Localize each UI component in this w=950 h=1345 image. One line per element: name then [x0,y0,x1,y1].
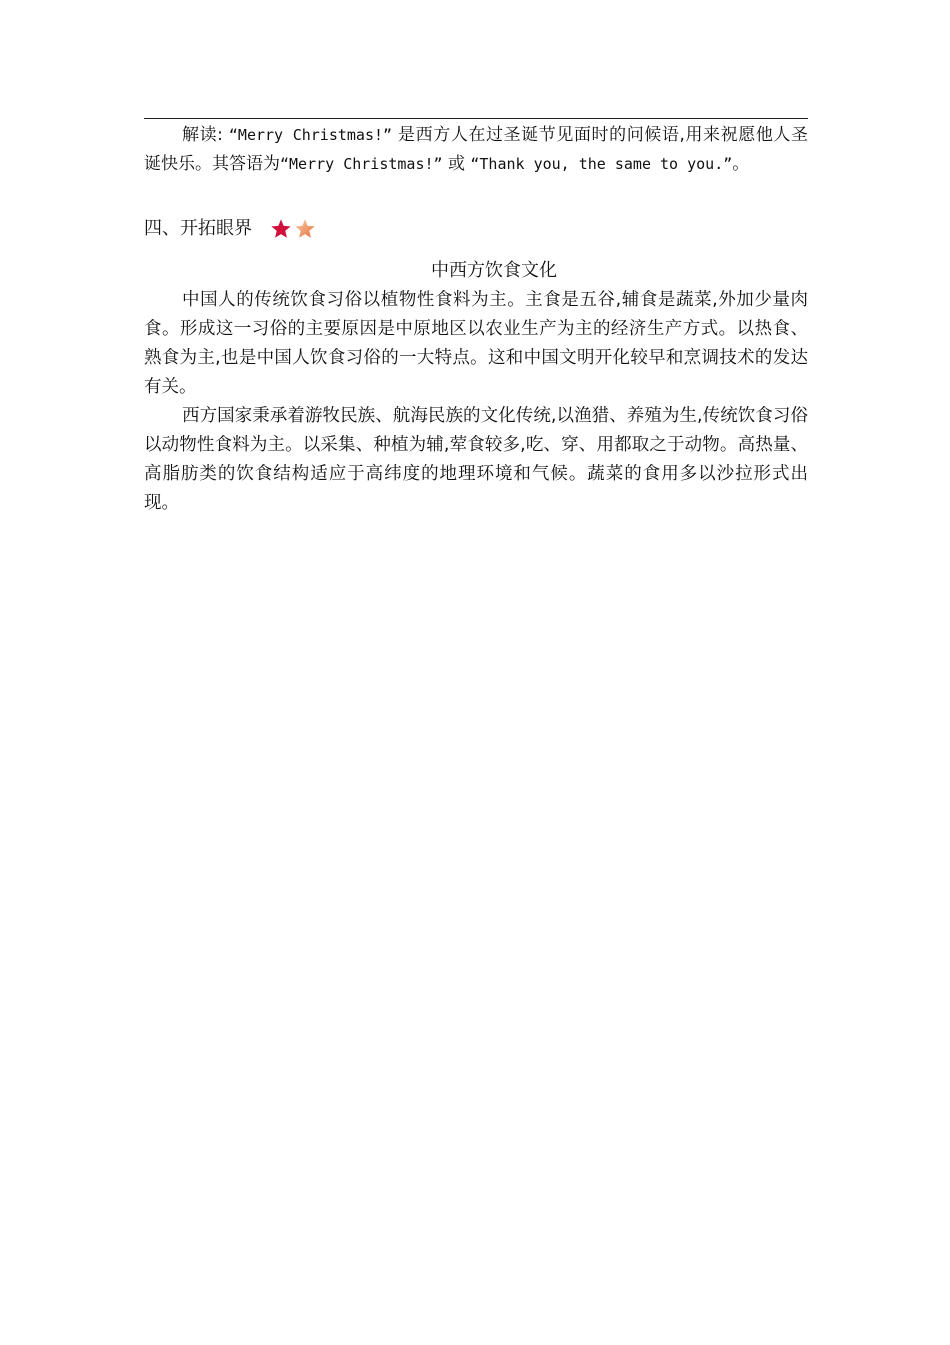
difficulty-stars [270,218,316,240]
explanation-or: 或 [442,154,471,174]
half-star-icon [294,218,316,240]
article-paragraph-1: 中国人的传统饮食习俗以植物性食料为主。主食是五谷,辅食是蔬菜,外加少量肉食。形成这一习俗的主要原因是中原地区以农业生产为主的经济生产方式。以热食、熟食为主,也是中国人饮食习俗的一大特点。这和中国文明开化较早和烹调技术的发达有关。 [144,290,808,397]
article-title: 中西方饮食文化 [431,260,557,281]
explanation-paragraph [144,121,808,179]
top-divider [144,118,808,119]
explanation-greeting: “Merry Christmas!” [228,126,393,144]
explanation-reply-1: “Merry Christmas!” [280,155,443,173]
filled-star-icon [270,218,292,240]
explanation-reply-2: “Thank you, the same to you.” [470,155,733,173]
explanation-end: 。 [732,154,750,174]
article-paragraph-2: 西方国家秉承着游牧民族、航海民族的文化传统,以渔猎、养殖为生,传统饮食习俗以动物性食料为主。以采集、种植为辅,荤食较多,吃、穿、用都取之于动物。高热量、高脂肪类的饮食结构适应于高纬度的地理环境和气候。蔬菜的食用多以沙拉形式出现。 [144,406,808,513]
explanation-label: 解读: [182,125,223,145]
section-heading-text: 四、开拓眼界 [144,218,252,239]
section-heading [144,214,808,244]
explanation-body: 是西方人在过圣诞节见面时的问候语,用来祝愿他人圣诞快乐。其答语为 [144,125,808,174]
